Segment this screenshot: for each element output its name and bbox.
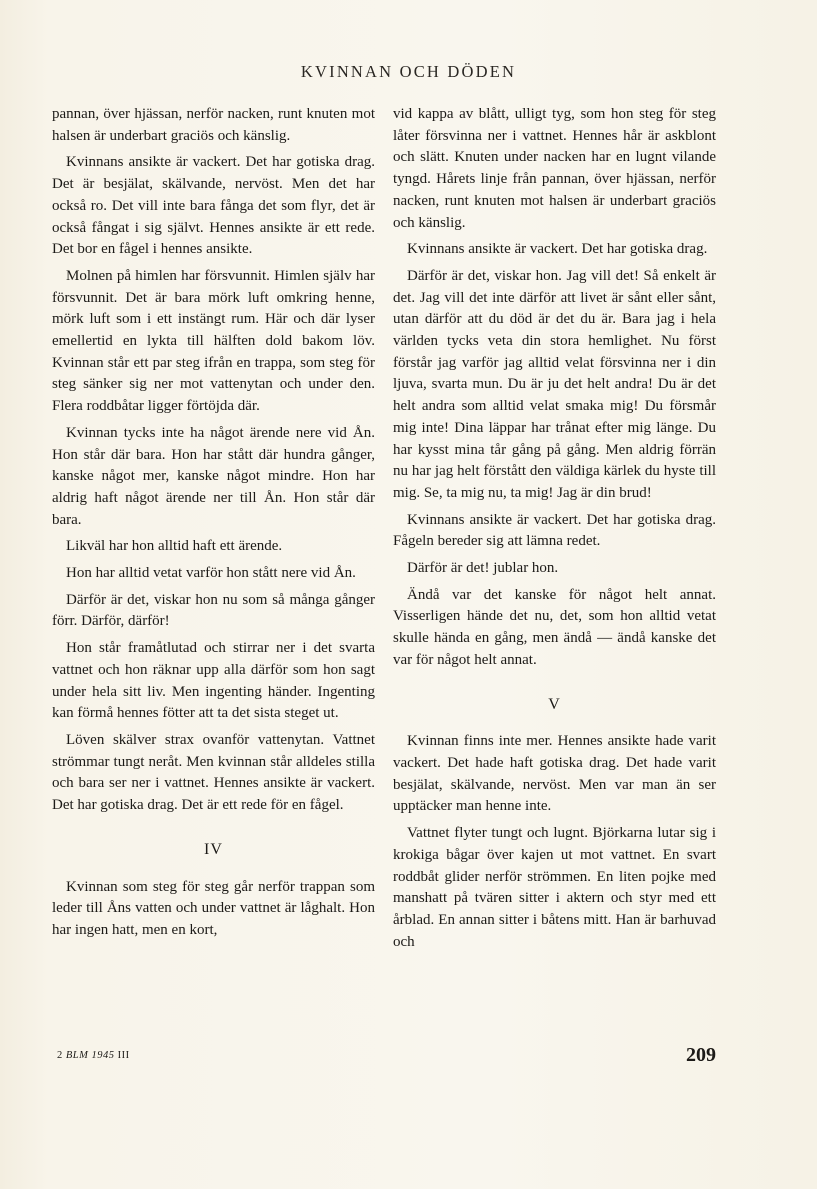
right-column bbox=[393, 104, 716, 958]
page-number: 209 bbox=[686, 1044, 716, 1066]
paragraph: vid kappa av blått, ulligt tyg, som hon steg för steg låter försvinna ner i vattnet. Hennes hår är askblont och slätt. Knuten under nacken har en lugnt vilande tyngd. Hårets linje från pannan, över hjässan, nerför nacken, runt knuten mot halsen är underbart graciös och känslig. bbox=[393, 106, 716, 231]
signature-roman: III bbox=[117, 1050, 130, 1061]
paragraph: Kvinnans ansikte är vackert. Det har gotiska drag. Fågeln bereder sig att lämna redet. bbox=[393, 511, 716, 550]
paragraph: Därför är det, viskar hon. Jag vill det! Så enkelt är det. Jag vill det inte därför att livet är sånt eller sånt, utan därför att du död är det du är. Bara jag i hela världen tycks veta din stora hemlighet. Nu först förstår jag varför jag alltid velat försvinna ner i din ljuva, svarta mun. Du är ju det helt andra! Du är det helt andra som alltid velat smaka mig! Du försmår mig inte! Dina läppar har trånat efter mig länge. Du har kysst mina tår gång på gång. Men aldrig förrän nu har jag helt förstått den väldiga kärlek du hyste till mig. Se, ta mig nu, ta mig! Jag är din brud! bbox=[393, 267, 716, 501]
paragraph: Kvinnan finns inte mer. Hennes ansikte hade varit vackert. Det hade haft gotiska drag. Det hade varit besjälat, skälvande, nervöst. Men var man än ser upptäcker man henne inte. bbox=[393, 733, 716, 815]
paragraph: Därför är det! jublar hon. bbox=[407, 560, 559, 577]
running-title: KVINNAN OCH DÖDEN bbox=[300, 62, 517, 81]
paragraph: Därför är det, viskar hon nu som så många gånger förr. Därför, därför! bbox=[52, 591, 375, 630]
paragraph: Löven skälver strax ovanför vattenytan. Vattnet strömmar tungt neråt. Men kvinnan står alldeles stilla och bara ser ner i vattnet. Hennes ansikte är vackert. Det har gotiska drag. Det är ett rede för en fågel. bbox=[52, 731, 375, 814]
paragraph: Kvinnan tycks inte ha något ärende nere vid Ån. Hon står där bara. Hon har stått där hundra gånger, kanske något mer, kanske något mindre. Hon har aldrig haft något ärende ner till Ån. Hon står där bara. bbox=[52, 424, 375, 528]
paragraph: pannan, över hjässan, nerför nacken, runt knuten mot halsen är underbart graciös och känslig. bbox=[52, 106, 375, 144]
paragraph: Ändå var det kanske för något helt annat. Visserligen hände det nu, det, som hon alltid vetat skulle hända en gång, men ändå — ändå kanske det var för något helt annat. bbox=[393, 586, 716, 668]
paragraph: Hon står framåtlutad och stirrar ner i det svarta vattnet och hon räknar upp alla därför som hon sagt under hela sitt liv. Men ingenting händer. Ingenting kan förmå hennes fötter att ta det sista steget ut. bbox=[52, 640, 375, 722]
paragraph: Kvinnans ansikte är vackert. Det har gotiska drag. Det är besjälat, skälvande, nervöst. Men det har också ro. Det vill inte bara fånga det som flyr, det är också fångat i sig självt. Hennes ansikte är ett rede. Det bor en fågel i hennes ansikte. bbox=[52, 154, 375, 258]
left-column bbox=[52, 104, 375, 947]
signature-number: 2 bbox=[57, 1050, 63, 1061]
paragraph: Kvinnans ansikte är vackert. Det har gotiska drag. bbox=[407, 241, 708, 258]
paragraph: Hon har alltid vetat varför hon stått nere vid Ån. bbox=[66, 565, 356, 582]
paragraph: Vattnet flyter tungt och lugnt. Björkarna lutar sig i krokiga bågar över kajen ut mot vattnet. En svart roddbåt glider nerför strömmen. En liten pojke med manshatt på tvären sitter i aktern och styr med ett årblad. En annan sitter i båtens mitt. Han är barhuvad och bbox=[393, 825, 716, 950]
paragraph: Kvinnan som steg för steg går nerför trappan som leder till Åns vatten och under vattnet är låghalt. Hon har ingen hatt, men en kort, bbox=[52, 878, 375, 938]
section-heading-v: V bbox=[548, 695, 561, 713]
signature-mark bbox=[57, 1050, 130, 1061]
section-heading-iv: IV bbox=[204, 840, 223, 858]
signature-title: BLM 1945 bbox=[65, 1050, 115, 1061]
paragraph: Likväl har hon alltid haft ett ärende. bbox=[66, 538, 283, 555]
paragraph: Molnen på himlen har försvunnit. Himlen själv har försvunnit. Det är bara mörk luft omkring henne, mörk luft som i ett instängt rum. Här och där lyser emellertid en lykta till hälften dold bakom löv. Kvinnan står ett par steg ifrån en trappa, som steg för steg sänker sig ner mot vattenytan och under den. Flera roddbåtar ligger förtöjda där. bbox=[52, 267, 375, 415]
